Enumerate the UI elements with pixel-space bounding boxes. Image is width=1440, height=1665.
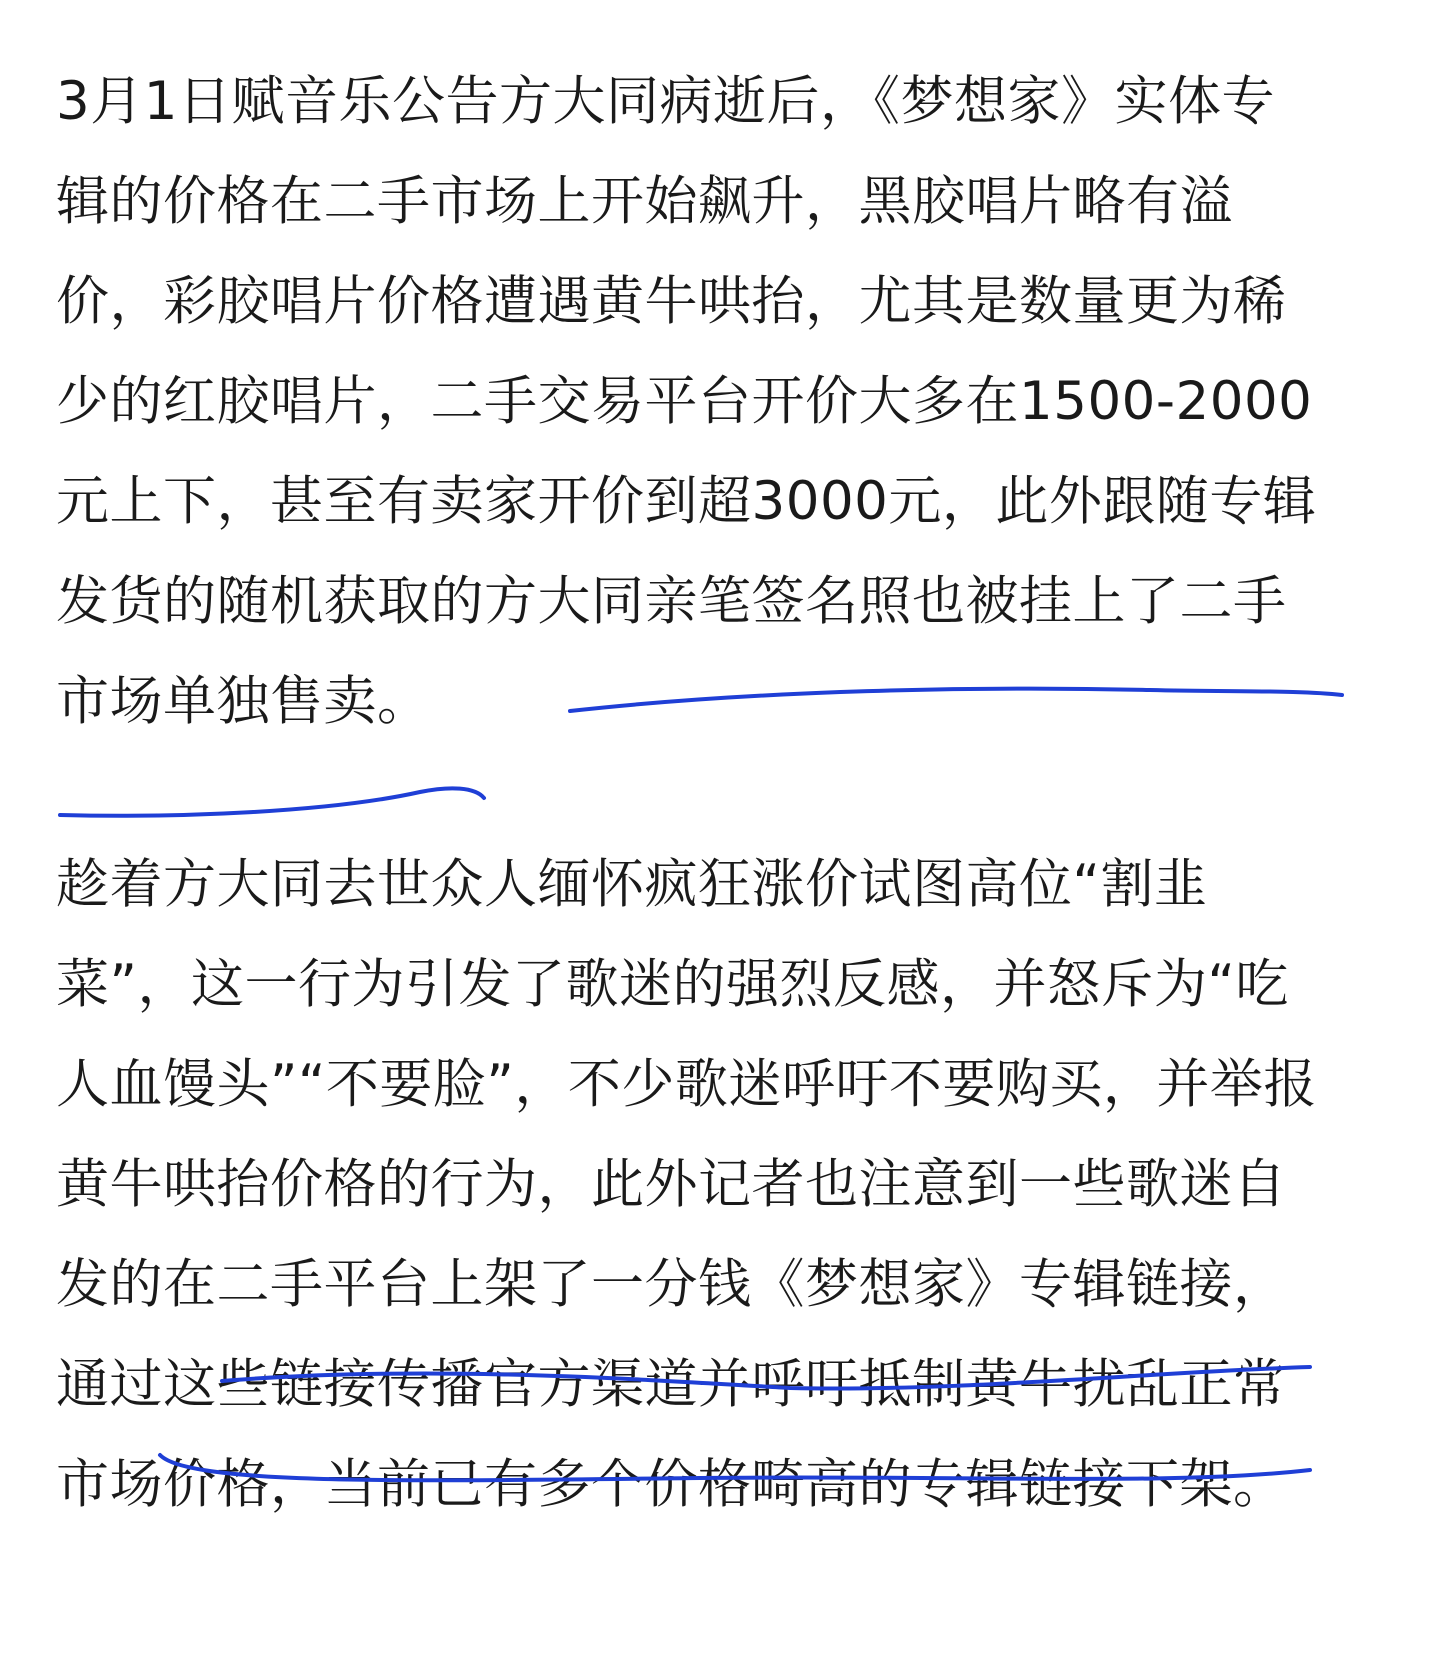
paragraph-line: 价，彩胶唱片价格遭遇黄牛哄抬，尤其是数量更为稀 — [56, 271, 1287, 332]
paragraph-1 — [56, 52, 1396, 752]
paragraph-line: 市场价格，当前已有多个价格畸高的专辑链接下架。 — [56, 1454, 1287, 1515]
paragraph-line: 黄牛哄抬价格的行为，此外记者也注意到一些歌迷自 — [56, 1154, 1287, 1215]
paragraph-line: 人血馒头”“不要脸”，不少歌迷呼吁不要购买，并举报 — [56, 1054, 1317, 1115]
article-body — [56, 52, 1396, 1535]
paragraph-line: 发的在二手平台上架了一分钱《梦想家》专辑链接， — [56, 1254, 1287, 1315]
paragraph-line: 少的红胶唱片，二手交易平台开价大多在1500-2000 — [56, 371, 1313, 432]
paragraph-line: 元上下，甚至有卖家开价到超3000元，此外跟随专辑 — [56, 471, 1317, 532]
paragraph-2 — [56, 835, 1396, 1535]
paragraph-line: 辑的价格在二手市场上开始飙升，黑胶唱片略有溢 — [56, 171, 1233, 232]
paragraph-line: 趁着方大同去世众人缅怀疯狂涨价试图高位“割韭 — [56, 854, 1208, 915]
paragraph-line: 发货的随机获取的方大同亲笔签名照也被挂上了二手 — [56, 571, 1287, 632]
paragraph-line: 市场单独售卖。 — [56, 671, 431, 732]
paragraph-line: 菜”，这一行为引发了歌迷的强烈反感，并怒斥为“吃 — [56, 954, 1289, 1015]
paragraph-line: 通过这些链接传播官方渠道并呼吁抵制黄牛扰乱正常 — [56, 1354, 1287, 1415]
paragraph-line: 3月1日赋音乐公告方大同病逝后，《梦想家》实体专 — [56, 71, 1275, 132]
